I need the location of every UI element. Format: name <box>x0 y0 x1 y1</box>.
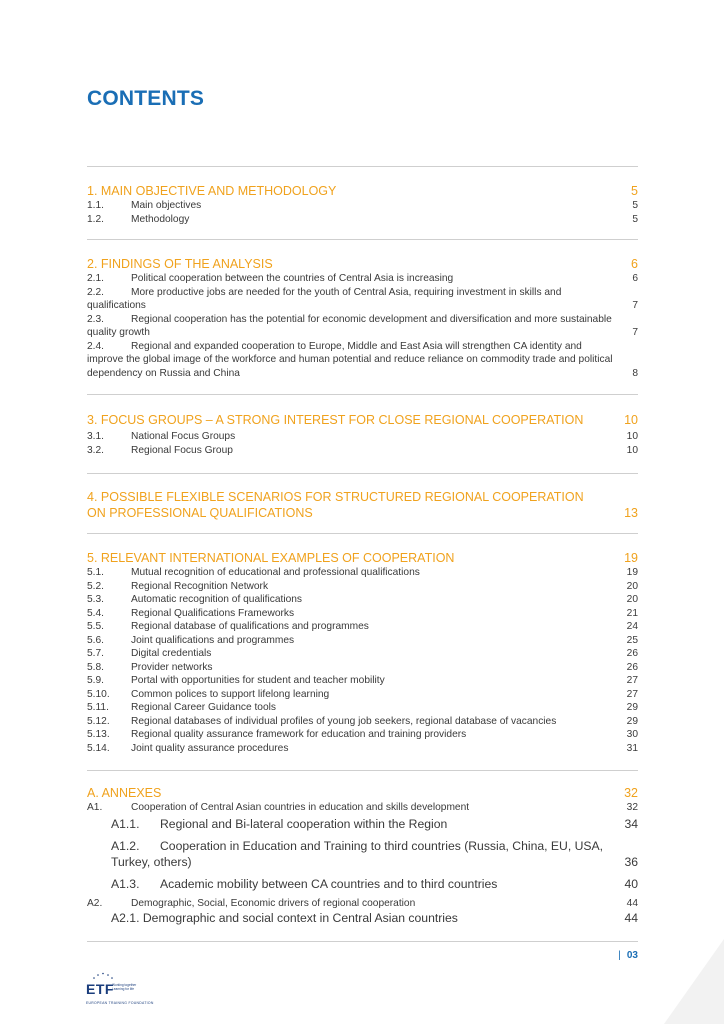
entry-title: Regional Recognition Network <box>131 580 269 592</box>
entry-title: Demographic, Social, Economic drivers of regional cooperation <box>131 897 416 909</box>
entry-title: Portal with opportunities for student and teacher mobility <box>131 675 385 686</box>
section-title: 4. POSSIBLE FLEXIBLE SCENARIOS FOR STRUCTURED REGIONAL COOPERATION ON PROFESSIONAL QUALIFICATIONS <box>87 490 584 520</box>
entry-title: Regional quality assurance framework for education and training providers <box>131 729 467 740</box>
logo-tagline: Working together Learning for life <box>112 983 137 991</box>
entry-title: Regional databases of individual profiles of young job seekers, regional database of vacancies <box>131 715 557 727</box>
entry-page: 10 <box>626 444 638 456</box>
entry-title: Automatic recognition of qualifications <box>131 594 303 605</box>
entry-page: 24 <box>626 621 638 632</box>
entry-page: 31 <box>626 742 638 754</box>
entry-number: 3.1. <box>87 431 104 442</box>
footer-divider <box>87 941 638 942</box>
entry-page: 5 <box>632 200 638 211</box>
entry-title: Regional cooperation has the potential for economic development and diversification and more sustainable quality growth <box>87 313 612 338</box>
entry-title: Digital credentials <box>131 648 212 659</box>
entry-title: Common polices to support lifelong learning <box>131 688 330 700</box>
entry-page: 20 <box>626 580 638 592</box>
entry-page: 7 <box>632 300 638 311</box>
entry-number: 5.3. <box>87 594 104 605</box>
section-title: A. ANNEXES <box>87 786 162 800</box>
entry-number: 2.1. <box>87 273 104 284</box>
toc-section-heading[interactable] <box>87 550 638 566</box>
toc-entry[interactable] <box>87 430 638 444</box>
entry-title: National Focus Groups <box>131 431 236 442</box>
entry-page: 21 <box>626 607 638 619</box>
toc-entry[interactable] <box>87 620 638 634</box>
entry-number: 1.1. <box>87 200 104 211</box>
entry-title: Main objectives <box>131 200 202 211</box>
entry-page: 29 <box>626 715 638 727</box>
entry-title: Regional and expanded cooperation to Europe, Middle and East Asia will strengthen CA identity and improve the global image of the workforce and human potential and reduce reliance on commodity trade and political dependency on Russia and China <box>87 340 613 379</box>
toc-entry[interactable] <box>87 876 638 892</box>
toc-entry[interactable] <box>87 701 638 715</box>
entry-title: Cooperation in Education and Training to third countries (Russia, China, EU, USA, Turkey, others) <box>111 838 604 869</box>
toc-section-heading[interactable] <box>87 785 638 801</box>
entry-number: A2.1. <box>111 911 140 925</box>
entry-title: Regional Qualifications Frameworks <box>131 607 295 619</box>
toc-entry[interactable] <box>87 674 638 688</box>
section-page: 5 <box>631 184 638 198</box>
toc-section-3 <box>87 394 638 457</box>
entry-page: 36 <box>624 854 638 869</box>
toc-section-heading[interactable] <box>87 412 638 428</box>
toc-entry[interactable] <box>87 340 638 381</box>
entry-page: 44 <box>626 897 638 909</box>
entry-number: 5.14. <box>87 742 110 754</box>
toc-entry[interactable] <box>87 728 638 742</box>
entry-number: 1.2. <box>87 213 104 225</box>
etf-logo <box>86 972 154 1012</box>
entry-page: 19 <box>626 567 638 578</box>
entry-title: Joint quality assurance procedures <box>131 742 289 754</box>
toc-entry[interactable] <box>87 272 638 286</box>
toc-entry[interactable] <box>87 816 638 832</box>
entry-page: 44 <box>624 911 638 925</box>
entry-page: 6 <box>632 273 638 284</box>
entry-number: A1. <box>87 802 103 813</box>
entry-number: 5.13. <box>87 729 110 740</box>
page-number: | 03 <box>618 950 638 961</box>
toc-entry[interactable] <box>87 580 638 594</box>
entry-number: 5.8. <box>87 661 104 673</box>
entry-page: 20 <box>626 594 638 605</box>
toc-entry[interactable] <box>87 593 638 607</box>
entry-number: A1.1. <box>111 816 140 831</box>
entry-page: 25 <box>626 634 638 646</box>
entry-page: 30 <box>626 729 638 740</box>
section-page: 6 <box>631 257 638 271</box>
toc-section-2 <box>87 239 638 380</box>
entry-number: A1.2. <box>111 838 140 853</box>
toc-entry[interactable] <box>87 715 638 729</box>
toc-section-heading[interactable] <box>87 489 638 521</box>
entry-number: A1.3. <box>111 876 140 891</box>
toc-entry[interactable] <box>87 897 638 911</box>
entry-number: 5.12. <box>87 715 110 727</box>
entry-page: 40 <box>624 876 638 891</box>
toc-entry[interactable] <box>87 199 638 213</box>
entry-page: 10 <box>626 431 638 442</box>
section-title: 1. MAIN OBJECTIVE AND METHODOLOGY <box>87 184 337 198</box>
toc-entry[interactable] <box>87 801 638 815</box>
entry-page: 5 <box>632 213 638 225</box>
entry-number: 5.9. <box>87 675 104 686</box>
toc-entry[interactable] <box>87 688 638 702</box>
entry-page: 32 <box>626 802 638 813</box>
entry-page: 26 <box>626 661 638 673</box>
entry-number: 5.5. <box>87 621 104 632</box>
entry-title: Regional Focus Group <box>131 444 233 456</box>
entry-title: Joint qualifications and programmes <box>131 634 295 646</box>
page-number-value: 03 <box>626 950 638 961</box>
entry-number: 5.6. <box>87 634 104 646</box>
toc-entry[interactable] <box>87 566 638 580</box>
entry-number: 5.7. <box>87 648 104 659</box>
entry-title: Regional Career Guidance tools <box>131 702 276 713</box>
entry-number: A2. <box>87 897 103 909</box>
entry-title: Cooperation of Central Asian countries in education and skills development <box>131 802 470 813</box>
entry-title: Political cooperation between the countries of Central Asia is increasing <box>131 273 454 284</box>
entry-title: Regional database of qualifications and programmes <box>131 621 369 632</box>
toc-section-5 <box>87 533 638 755</box>
entry-number: 5.10. <box>87 688 110 700</box>
toc-section-annexes <box>87 770 638 926</box>
toc-entry[interactable] <box>87 634 638 648</box>
entry-number: 3.2. <box>87 444 104 456</box>
toc-section-heading[interactable] <box>87 256 638 272</box>
entry-number: 2.4. <box>87 340 104 352</box>
section-title: 2. FINDINGS OF THE ANALYSIS <box>87 257 273 271</box>
entry-title: Provider networks <box>131 661 213 673</box>
section-title: 3. FOCUS GROUPS – A STRONG INTEREST FOR CLOSE REGIONAL COOPERATION <box>87 413 584 427</box>
entry-title: Methodology <box>131 213 190 225</box>
toc-entry[interactable] <box>87 661 638 675</box>
entry-title: Regional and Bi-lateral cooperation within the Region <box>160 816 448 831</box>
entry-title: Academic mobility between CA countries and to third countries <box>160 876 498 891</box>
entry-page: 8 <box>632 367 638 379</box>
toc-section-1 <box>87 166 638 226</box>
toc-entry[interactable] <box>87 286 638 313</box>
toc-section-heading[interactable] <box>87 183 638 199</box>
section-title: 5. RELEVANT INTERNATIONAL EXAMPLES OF COOPERATION <box>87 551 455 565</box>
entry-title: Demographic and social context in Central Asian countries <box>142 911 458 925</box>
page-title: CONTENTS <box>87 87 205 110</box>
section-page: 19 <box>624 551 638 565</box>
corner-decoration <box>634 934 724 1024</box>
toc-entry[interactable] <box>87 910 638 926</box>
toc-entry[interactable] <box>87 647 638 661</box>
entry-number: 5.11. <box>87 702 109 713</box>
toc-section-4 <box>87 473 638 521</box>
entry-number: 2.2. <box>87 286 104 298</box>
logo-subtitle: EUROPEAN TRAINING FOUNDATION <box>86 1001 154 1005</box>
entry-number: 5.4. <box>87 607 104 619</box>
toc-entry[interactable] <box>87 313 638 340</box>
entry-title: More productive jobs are needed for the youth of Central Asia, requiring investment in skills and qualifications <box>87 286 562 311</box>
entry-page: 27 <box>626 675 638 686</box>
section-page: 10 <box>624 413 638 427</box>
entry-page: 34 <box>624 816 638 831</box>
logo-text: ETF <box>86 981 114 997</box>
entry-page: 29 <box>626 702 638 713</box>
toc-entry[interactable] <box>87 742 638 756</box>
section-page: 32 <box>624 786 638 800</box>
toc-entry[interactable] <box>87 444 638 458</box>
stars-icon <box>92 972 114 980</box>
section-page: 13 <box>624 506 638 520</box>
entry-number: 2.3. <box>87 313 104 325</box>
entry-title: Mutual recognition of educational and professional qualifications <box>131 567 420 578</box>
toc-entry[interactable] <box>87 607 638 621</box>
entry-page: 27 <box>626 688 638 700</box>
toc-entry[interactable] <box>87 213 638 227</box>
entry-number: 5.1. <box>87 567 104 578</box>
entry-page: 7 <box>632 327 638 338</box>
entry-number: 5.2. <box>87 580 104 592</box>
toc-entry[interactable] <box>87 838 638 870</box>
entry-page: 26 <box>626 648 638 659</box>
